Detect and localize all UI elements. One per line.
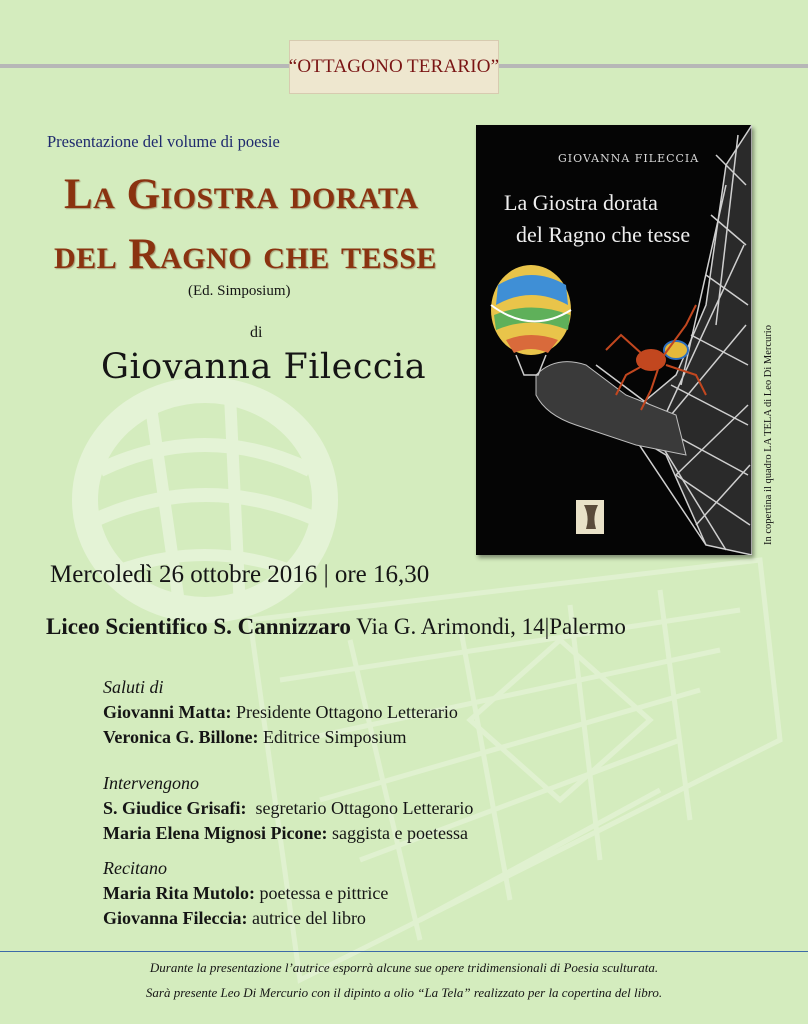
- event-date-time: [50, 561, 429, 589]
- book-title-line-1: La Giostra dorata: [64, 171, 419, 218]
- section-heading-saluti: Saluti di: [103, 677, 164, 697]
- event-date: Mercoledì 26 ottobre 2016: [50, 561, 318, 588]
- cover-title-line-2: del Ragno che tesse: [516, 222, 691, 247]
- book-cover: [476, 125, 752, 555]
- hot-air-balloon-icon: [491, 265, 571, 375]
- cover-credit: In copertina il quadro LA TELA di Leo Di Mercurio: [763, 325, 774, 545]
- cover-title-line-1: La Giostra dorata: [504, 190, 658, 215]
- logo-text-right: TERARIO”: [406, 56, 500, 77]
- publisher-label: (Ed. Simposium): [188, 283, 291, 299]
- book-title-line-2: del Ragno che tesse: [54, 231, 437, 278]
- speaker-row: Giovanni Matta: Presidente Ottagono Letterario: [103, 702, 458, 722]
- speaker-row: Giovanna Fileccia: autrice del libro: [103, 908, 366, 928]
- footer-rule: [0, 951, 808, 952]
- venue-address: Via G. Arimondi, 14: [356, 614, 545, 639]
- event-venue: [46, 614, 626, 640]
- date-separator: |: [323, 561, 329, 588]
- event-time: ore 16,30: [334, 561, 430, 588]
- speaker-row: S. Giudice Grisafi: segretario Ottagono Letterario: [103, 798, 474, 818]
- presentation-subtitle: Presentazione del volume di poesie: [47, 132, 280, 151]
- section-heading-intervengono: Intervengono: [103, 773, 199, 793]
- venue-city: Palermo: [549, 614, 626, 639]
- speaker-row: Veronica G. Billone: Editrice Simposium: [103, 727, 407, 747]
- venue-separator: |: [544, 614, 550, 639]
- speaker-row: Maria Rita Mutolo: poetessa e pittrice: [103, 883, 389, 903]
- ottagono-letterario-logo: [289, 40, 499, 94]
- footer-note-2: Sarà presente Leo Di Mercurio con il dipinto a olio “La Tela” realizzato per la copertina del libro.: [145, 985, 663, 1000]
- author-name: Giovanna Fileccia: [101, 347, 427, 387]
- footer-note-1: Durante la presentazione l’autrice esporrà alcune sue opere tridimensionali di Poesia sculturata.: [149, 960, 659, 975]
- cover-author: GIOVANNA FILECCIA: [558, 152, 700, 165]
- section-heading-recitano: Recitano: [103, 858, 167, 878]
- speaker-row: Maria Elena Mignosi Picone: saggista e poetessa: [103, 823, 468, 843]
- publisher-mark-icon: [576, 500, 604, 534]
- logo-text-left: “OTTAGONO: [288, 56, 403, 77]
- by-label: di: [250, 324, 263, 341]
- venue-name: Liceo Scientifico S. Cannizzaro: [46, 614, 351, 639]
